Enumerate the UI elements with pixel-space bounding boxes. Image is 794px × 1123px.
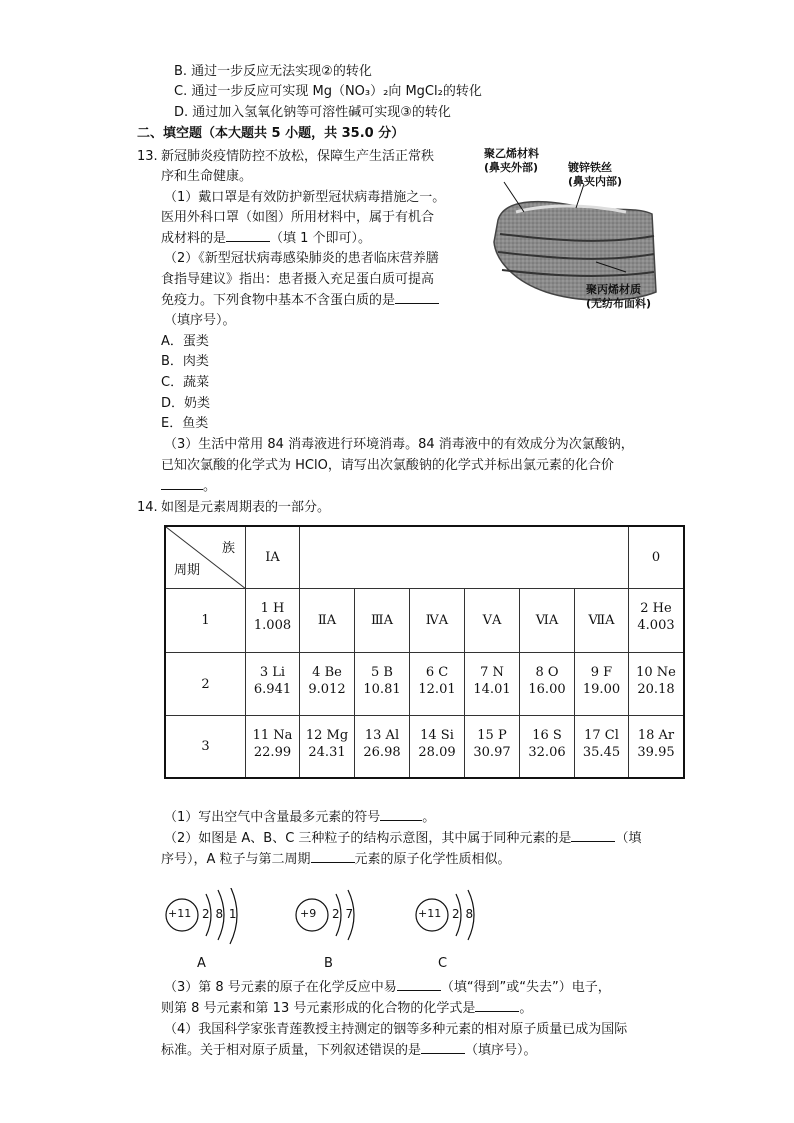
q14-p3-line1: （3）第 8 号元素的原子在化学反应中易 （填“得到”或“失去”）电子， [164,980,611,995]
prev-option-b: B. 通过一步反应无法实现②的转化 [174,64,372,79]
element-cell: 4 Be 9.012 [300,653,355,716]
group-header-0: 0 [629,527,683,589]
periodic-table [164,525,685,779]
corner-period-label: 周期 [174,563,201,578]
answer-blank[interactable] [161,477,203,490]
atom-a-shells: 2 8 1 [202,907,237,921]
answer-blank[interactable] [226,229,270,242]
period-label: 1 [166,589,246,653]
element-cell: 12 Mg 24.31 [300,716,355,777]
period-label: 3 [166,716,246,777]
group-label: ⅦA [575,589,629,653]
q13-p1-line2: 医用外科口罩（如图）所用材料中，属于有机合 [161,210,435,225]
q13-number: 13. [137,149,158,164]
q13-p1-line3: 成材料的是 （填 1 个即可）。 [161,231,372,246]
prev-option-d: D. 通过加入氢氧化钠等可溶性碱可实现③的转化 [174,105,451,120]
q13-stem-line1: 新冠肺炎疫情防控不放松，保障生产生活正常秩 [161,149,435,164]
element-cell: 14 Si 28.09 [410,716,465,777]
element-cell: 1 H 1.008 [246,589,300,653]
element-cell: 8 O 16.00 [520,653,575,716]
atom-c-shells: 2 8 [452,907,474,921]
element-cell: 15 P 30.97 [465,716,520,777]
period-label: 2 [166,653,246,716]
q13-stem-line2: 序和生命健康。 [161,169,253,184]
atom-c-nucleus: +11 [418,907,442,920]
q14-p2-line1: （2）如图是 A、B、C 三种粒子的结构示意图，其中属于同种元素的是 （填 [164,831,642,846]
prev-option-c: C. 通过一步反应可实现 Mg（NO₃）₂向 MgCl₂的转化 [174,84,482,99]
mask-label-outer-sub: (鼻夹外部) [484,161,539,174]
option-b: B．肉类 [161,354,209,369]
option-c: C．蔬菜 [161,375,210,390]
mask-figure [476,142,672,318]
element-cell: 18 Ar 39.95 [637,728,675,760]
group-label: ⅢA [355,589,410,653]
element-cell: 5 B 10.81 [355,653,410,716]
group-label: ⅣA [410,589,465,653]
atom-diagrams [160,888,500,978]
option-d: D．奶类 [161,396,211,411]
mask-label-wire: 镀锌铁丝 [568,161,612,174]
element-cell: 13 Al 26.98 [355,716,410,777]
answer-blank[interactable] [380,808,422,821]
answer-blank[interactable] [475,999,519,1012]
q13-p2-line1: （2）《新型冠状病毒感染肺炎的患者临床营养膳 [164,251,439,266]
q13-p2-line2: 食指导建议》指出：患者摄入充足蛋白质可提高 [161,272,435,287]
atom-b-nucleus: +9 [300,907,317,920]
corner-group-label: 族 [221,541,235,556]
option-e: E．鱼类 [161,416,209,431]
q13-p1-line1: （1）戴口罩是有效防护新型冠状病毒措施之一。 [164,190,446,205]
q13-p2-line4: （填序号）。 [164,313,236,328]
element-cell: 3 Li 6.941 [246,653,300,716]
q14-p3-line2: 则第 8 号元素和第 13 号元素形成的化合物的化学式是 。 [161,1001,533,1016]
q14-p4-line1: （4）我国科学家张青莲教授主持测定的铟等多种元素的相对原子质量已成为国际 [164,1022,628,1037]
element-cell: 11 Na 22.99 [246,716,300,777]
element-cell: 9 F 19.00 [575,653,629,716]
group-label: ⅡA [300,589,355,653]
atom-b-label: B [324,956,333,971]
element-cell: 7 N 14.01 [465,653,520,716]
option-a: A．蛋类 [161,334,209,349]
q14-p4-line2: 标准。关于相对原子质量，下列叙述错误的是 （填序号）。 [161,1043,537,1058]
element-cell: 10 Ne 20.18 [629,653,683,716]
element-cell: 16 S 32.06 [520,716,575,777]
element-cell: 17 Cl 35.45 [575,716,629,777]
group-header-ia: IA [246,527,300,589]
atom-a-nucleus: +11 [168,907,192,920]
section-title: 二、填空题（本大题共 5 小题，共 35.0 分） [137,126,405,141]
group-header-blank [300,527,629,589]
mask-label-outer: 聚乙烯材料 [484,147,539,160]
q14-p2-line2: 序号），A 粒子与第二周期 元素的原子化学性质相似。 [161,852,511,867]
atom-b-shells: 2 7 [332,907,354,921]
answer-blank[interactable] [311,850,355,863]
q14-stem: 如图是元素周期表的一部分。 [161,500,331,515]
answer-blank[interactable] [571,829,615,842]
atom-a-label: A [197,956,206,971]
table-corner [166,527,246,589]
answer-blank[interactable] [421,1041,465,1054]
q13-p2-line3: 免疫力。下列食物中基本不含蛋白质的是 [161,291,439,311]
mask-label-fabric-sub: (无纺布面料) [586,297,652,310]
element-cell: 2 He 4.003 [629,589,683,653]
mask-label-wire-sub: (鼻夹内部) [568,175,623,188]
answer-blank[interactable] [395,291,439,304]
q14-p1: （1）写出空气中含量最多元素的符号 。 [164,810,436,825]
atom-c-label: C [438,956,448,971]
q13-p3-line1: （3）生活中常用 84 消毒液进行环境消毒。84 消毒液中的有效成分为次氯酸钠， [164,437,634,452]
q14-number: 14. [137,500,158,515]
q13-p3-line3: 。 [161,477,216,497]
element-cell: 6 C 12.01 [410,653,465,716]
group-label: ⅤA [465,589,520,653]
q13-p3-line2: 已知次氯酸的化学式为 HClO，请写出次氯酸钠的化学式并标出氯元素的化合价 [161,458,614,473]
answer-blank[interactable] [397,978,441,991]
mask-label-fabric: 聚丙烯材质 [586,283,641,296]
group-label: ⅥA [520,589,575,653]
